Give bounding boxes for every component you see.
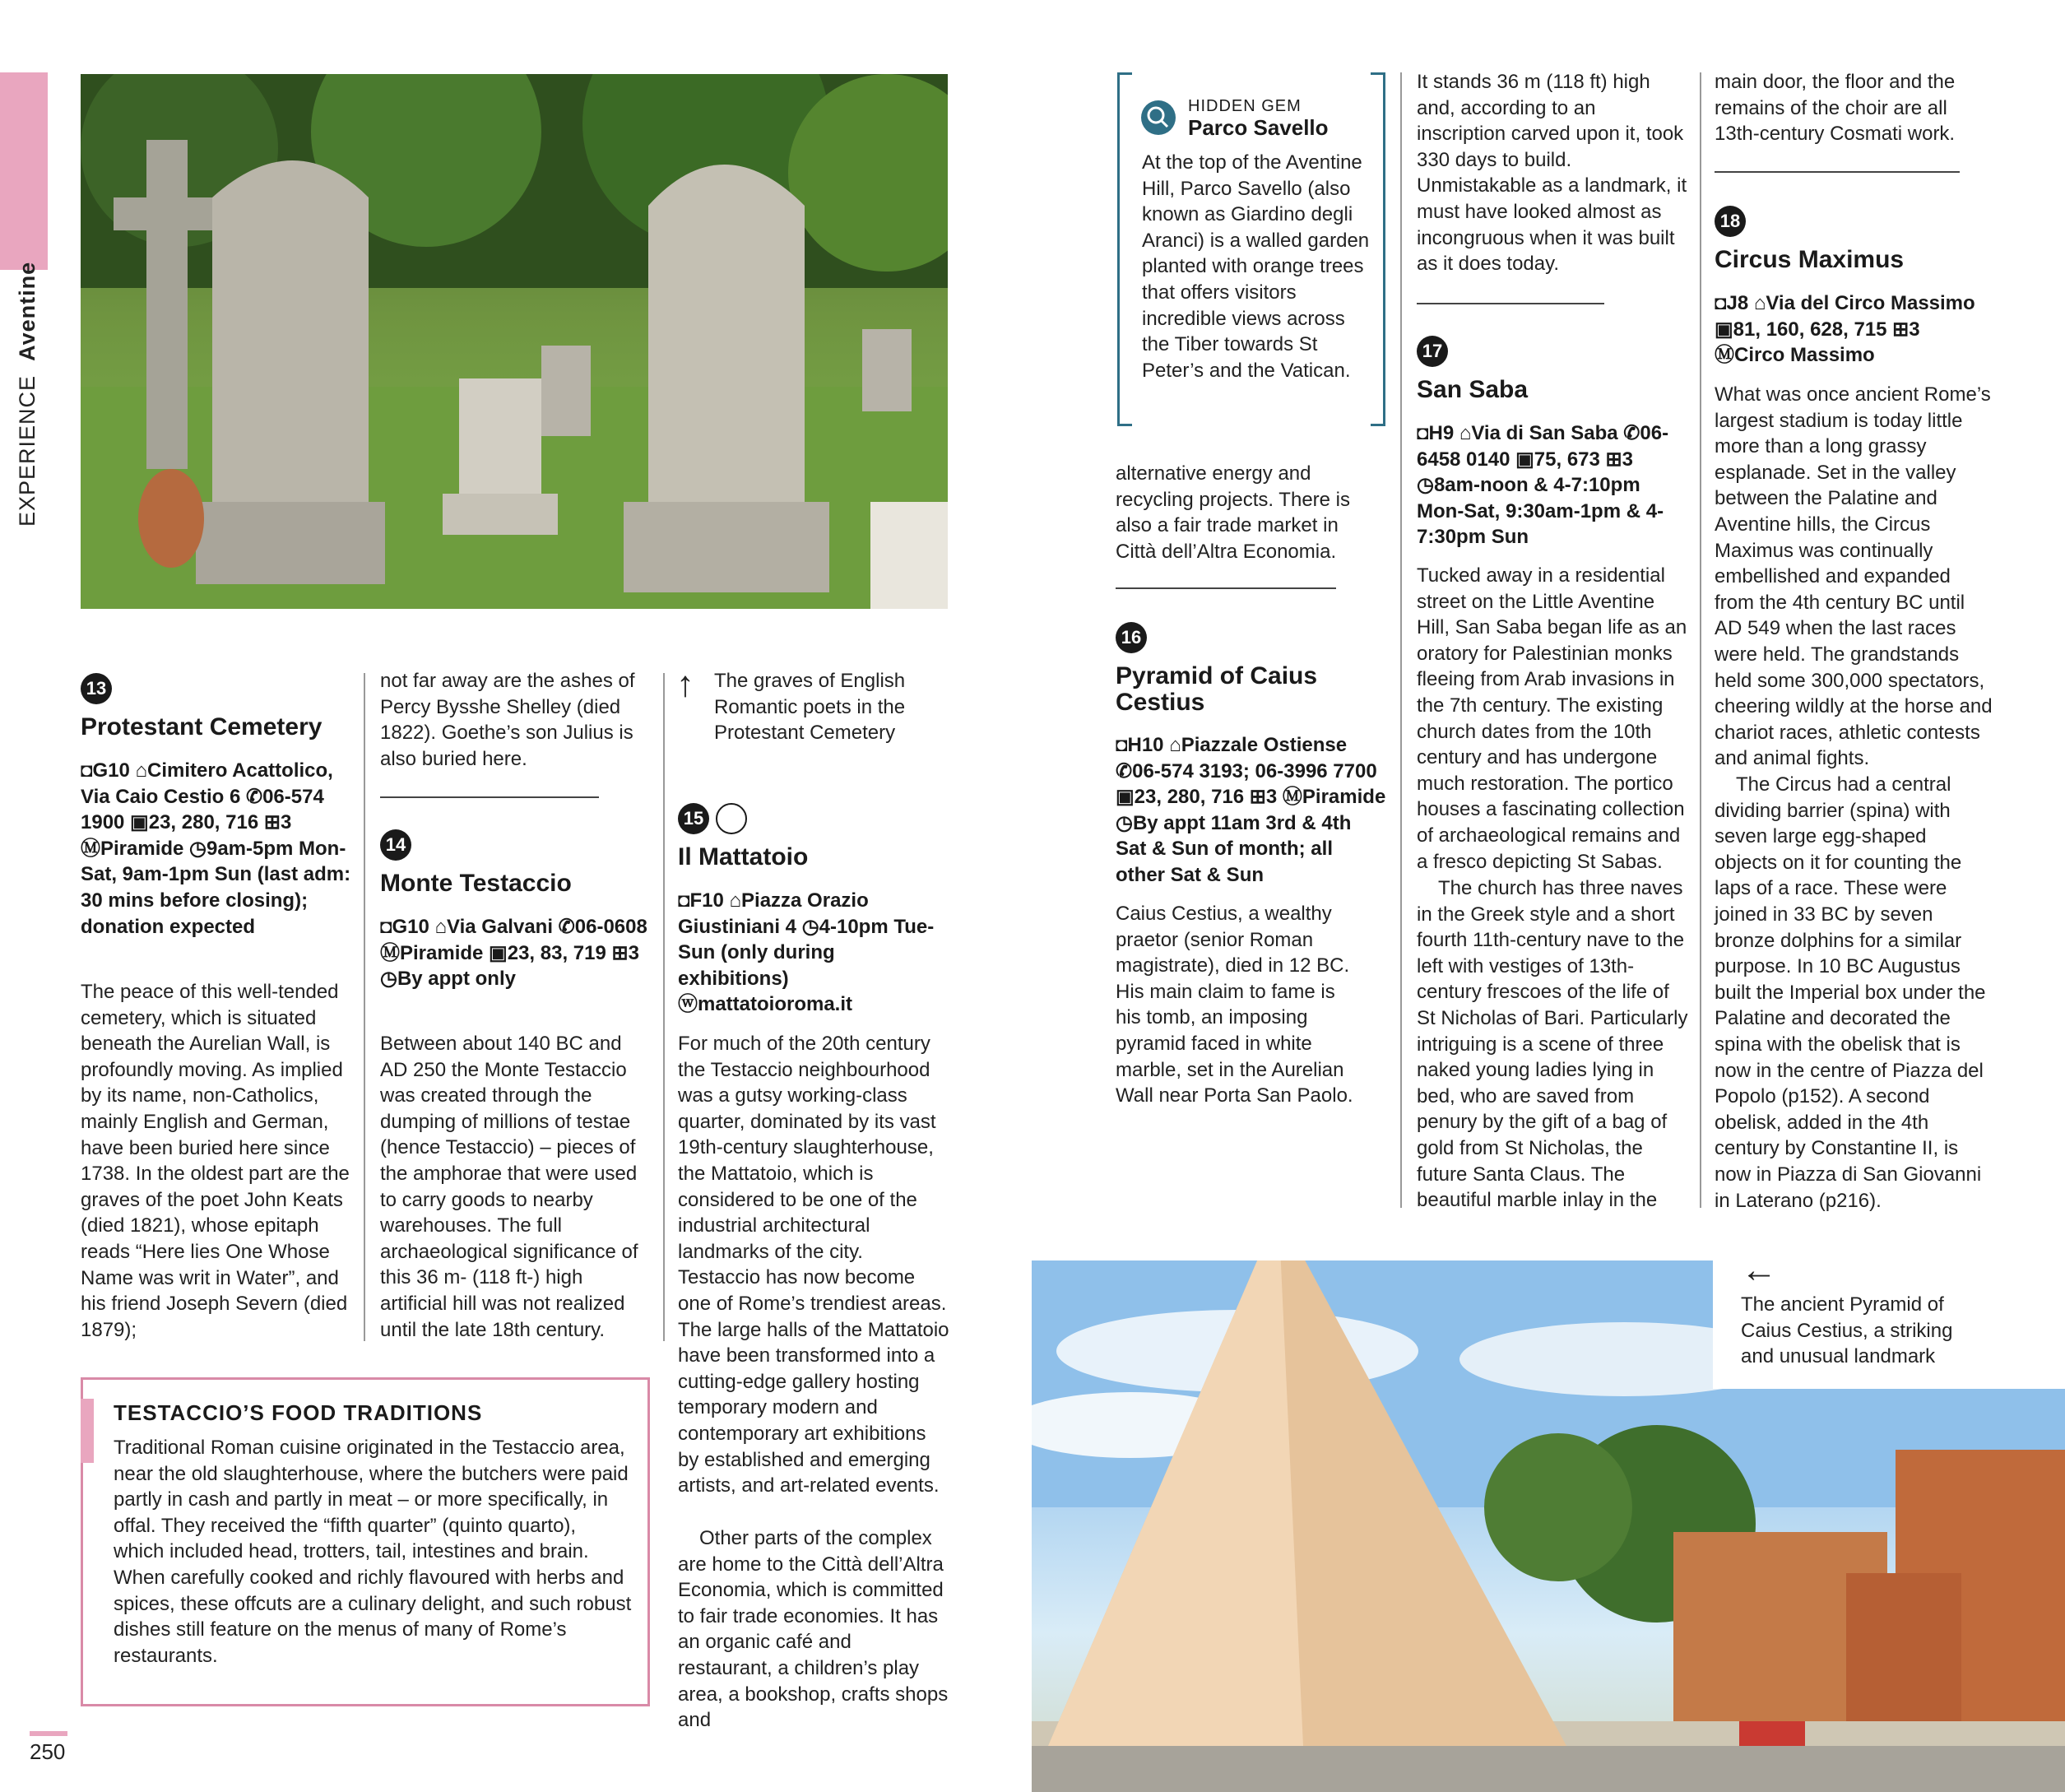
graves-photo: [81, 74, 948, 609]
up-arrow-icon: ↑: [676, 664, 694, 704]
entry-17-title: San Saba: [1417, 376, 1529, 403]
hidden-gem-bracket-left: [1117, 72, 1132, 426]
divider-rule: [1715, 171, 1960, 173]
entry-14-number: 14: [380, 829, 411, 861]
page-number: 250: [30, 1739, 66, 1764]
entry-16-body-continued: It stands 36 m (118 ft) high and, according to an inscription carved upon it, took 330 days to build. Unmistakable as a landmark, it must have looked almost as incongruous when it was built as it does today.: [1417, 71, 1687, 276]
entry-17-body-continued: main door, the floor and the remains of the choir are all 13th-century Cosmati work.: [1715, 71, 1956, 146]
hidden-gem-bracket-right: [1371, 72, 1385, 426]
magnifier-icon: [1141, 100, 1176, 135]
entry-16-number: 16: [1116, 622, 1147, 653]
entry-15-body-continued: alternative energy and recycling projects. There is also a fair trade market in Città dell’Altra Economia.: [1116, 462, 1350, 563]
section-tab: [0, 72, 48, 270]
entry-15-body: For much of the 20th century the Testaccio neighbourhood was a gutsy working-class quarter, dominated by its vast 19th-century slaughterhouse, the Mattatoio, which is considered to be one of the industrial architectural landmarks of the city. Testaccio has now become one of Rome’s trendiest areas. The large halls of the Mattatoio have been transformed into a cutting-edge gallery hosting temporary modern and contemporary art exhibitions by established and emerging artists, and art-related events.: [678, 1033, 949, 1497]
graves-illustration: [81, 74, 948, 609]
entry-16-title: Pyramid of Caius Cestius: [1116, 662, 1318, 716]
entry-14-info: ◘G10 ⌂Via Galvani ✆06-0608 ⓂPiramide ▣23, 83, 719 ⊞3 ◷By appt only: [380, 916, 647, 991]
column-divider: [364, 673, 365, 1341]
entry-13-number: 13: [81, 673, 112, 704]
page-number-bar: [30, 1731, 67, 1736]
hidden-gem-body: At the top of the Aventine Hill, Parco Savello (also known as Giardino degli Aranci) is a walled garden planted with orange trees that offers visitors incredible views across the Tiber towards St Peter’s and the Vatican.: [1142, 151, 1370, 382]
section-label: EXPERIENCE Aventine: [15, 261, 39, 527]
entry-13-body: The peace of this well-tended cemetery, which is situated beneath the Aurelian Wall, is profoundly moving. As implied by its name, non-Catholics, mainly English and German, have been buried here since 1738. In the oldest part are the graves of the poet John Keats (died 1821), whose epitaph reads “Here lies One Whose Name was writ in Water”, and his friend Joseph Severn (died 1879);: [81, 981, 350, 1341]
graves-caption: The graves of English Romantic poets in the Protestant Cemetery: [714, 670, 906, 745]
left-arrow-icon: ←: [1741, 1250, 1777, 1290]
box-accent-bar: [81, 1399, 94, 1463]
entry-15-body-2: Other parts of the complex are home to the Città dell’Altra Economia, which is committed to fair trade economies. It has an organic café and restaurant, a children’s play area, a bookshop, crafts shops and: [678, 1527, 949, 1732]
entry-16-body: Caius Cestius, a wealthy praetor (senior Roman magistrate), died in 12 BC. His main claim to fame is his tomb, an imposing pyramid faced in white marble, set in the Aurelian Wall near Porta San Paolo.: [1116, 903, 1353, 1107]
entry-17-info: ◘H9 ⌂Via di San Saba ✆06-6458 0140 ▣75, 673 ⊞3 ◷8am-noon & 4-7:10pm Mon-Sat, 9:30am-1pm & 4-7:30pm Sun: [1417, 422, 1669, 549]
entry-17-number: 17: [1417, 336, 1448, 367]
pyramid-caption: The ancient Pyramid of Caius Cestius, a striking and unusual landmark: [1741, 1293, 1953, 1368]
hidden-gem-kicker: HIDDEN GEM: [1188, 97, 1302, 115]
entry-16-info: ◘H10 ⌂Piazzale Ostiense ✆06-574 3193; 06-3996 7700 ▣23, 280, 716 ⊞3 ⓂPiramide ◷By appt 11am 3rd & 4th Sat & Sun of month; all other Sat & Sun: [1116, 734, 1386, 886]
entry-18-info: ◘J8 ⌂Via del Circo Massimo ▣81, 160, 628, 715 ⊞3 ⓂCirco Massimo: [1715, 292, 1975, 367]
entry-15-title: Il Mattatoio: [678, 843, 809, 870]
entry-18-body: What was once ancient Rome’s largest stadium is today little more than a long grassy esplanade. Set in the valley between the Palatine and Aventine hills, the Circus Maximus was continually embellished and expanded from the 4th century BC until AD 549 when the last races were held. The grandstands held some 300,000 spectators, cheering wildly at the horse and chariot races, athletic contests and animal fights.: [1715, 383, 1993, 770]
column-divider: [1400, 72, 1402, 1208]
entry-18-number: 18: [1715, 206, 1746, 237]
entry-18-body-2: The Circus had a central dividing barrier (spina) with seven large egg-shaped objects on it for counting the laps of a race. These were joined in 33 BC by seven bronze dolphins for a similar purpose. In 10 BC Augustus built the Imperial box under the Palatine and decorated the spina with the obelisk that is now in the centre of Piazza del Popolo (p152). A second obelisk, added in the 4th century by Constantine II, is now in Piazza di San Giovanni in Laterano (p216).: [1715, 773, 1986, 1212]
hidden-gem-title: Parco Savello: [1188, 115, 1329, 140]
entry-13-body-continued: not far away are the ashes of Percy Bysshe Shelley (died 1822). Goethe’s son Julius is also buried here.: [380, 670, 635, 770]
divider-rule: [380, 796, 599, 798]
divider-rule: [1116, 587, 1336, 589]
entry-14-body: Between about 140 BC and AD 250 the Monte Testaccio was created through the dumping of millions of testae (hence Testaccio) – pieces of the amphorae that were used to carry goods to nearby warehouses. The full archaeological significance of this 36 m- (118 ft-) high artificial hill was not realized until the late 18th century.: [380, 1033, 638, 1341]
food-traditions-title: TESTACCIO’S FOOD TRADITIONS: [114, 1400, 483, 1425]
entry-17-body-2: The church has three naves in the Greek style and a short fourth 11th-century nave to the left with vestiges of 13th-century frescoes of the life of St Nicholas of Bari. Particularly intriguing is a scene of three naked young ladies lying in bed, who are saved from penury by the gift of a bag of gold from St Nicholas, the future Santa Claus. The beautiful marble inlay in the: [1417, 877, 1688, 1212]
entry-14-title: Monte Testaccio: [380, 870, 572, 897]
column-divider: [1700, 72, 1701, 1208]
column-divider: [663, 673, 665, 1341]
entry-15-info: ◘F10 ⌂Piazza Orazio Giustiniani 4 ◷4-10pm Tue-Sun (only during exhibitions) ⓦmattatoioroma.it: [678, 889, 935, 1016]
entry-18-title: Circus Maximus: [1715, 246, 1905, 273]
entry-15-number: 15: [678, 803, 709, 834]
divider-rule: [1417, 303, 1604, 304]
family-friendly-icon: [716, 803, 747, 834]
entry-13-info: ◘G10 ⌂Cimitero Acattolico, Via Caio Cestio 6 ✆06-574 1900 ▣23, 280, 716 ⊞3 ⓂPiramide ◷9am-5pm Mon-Sat, 9am-1pm Sun (last adm: 30 mins before closing); donation expected: [81, 759, 351, 938]
entry-17-body: Tucked away in a residential street on the Little Aventine Hill, San Saba began life as an oratory for Palestinian monks fleeing from Arab invasions in the 7th century. The existing church dates from the 10th century and has undergone much restoration. The portico houses a fascinating collection of archaeological remains and a fresco depicting St Sabas.: [1417, 564, 1687, 873]
food-traditions-body: Traditional Roman cuisine originated in the Testaccio area, near the old slaughterhouse, where the butchers were paid partly in cash and partly in meat – or more specifically, in offal. They received the “fifth quarter” (quinto quarto), which included head, trotters, tail, intestines and brain. When carefully cooked and richly flavoured with herbs and spices, these offcuts are a culinary delight, and such robust dishes still feature on the menus of many of Rome’s restaurants.: [114, 1437, 632, 1667]
entry-13-title: Protestant Cemetery: [81, 713, 323, 740]
